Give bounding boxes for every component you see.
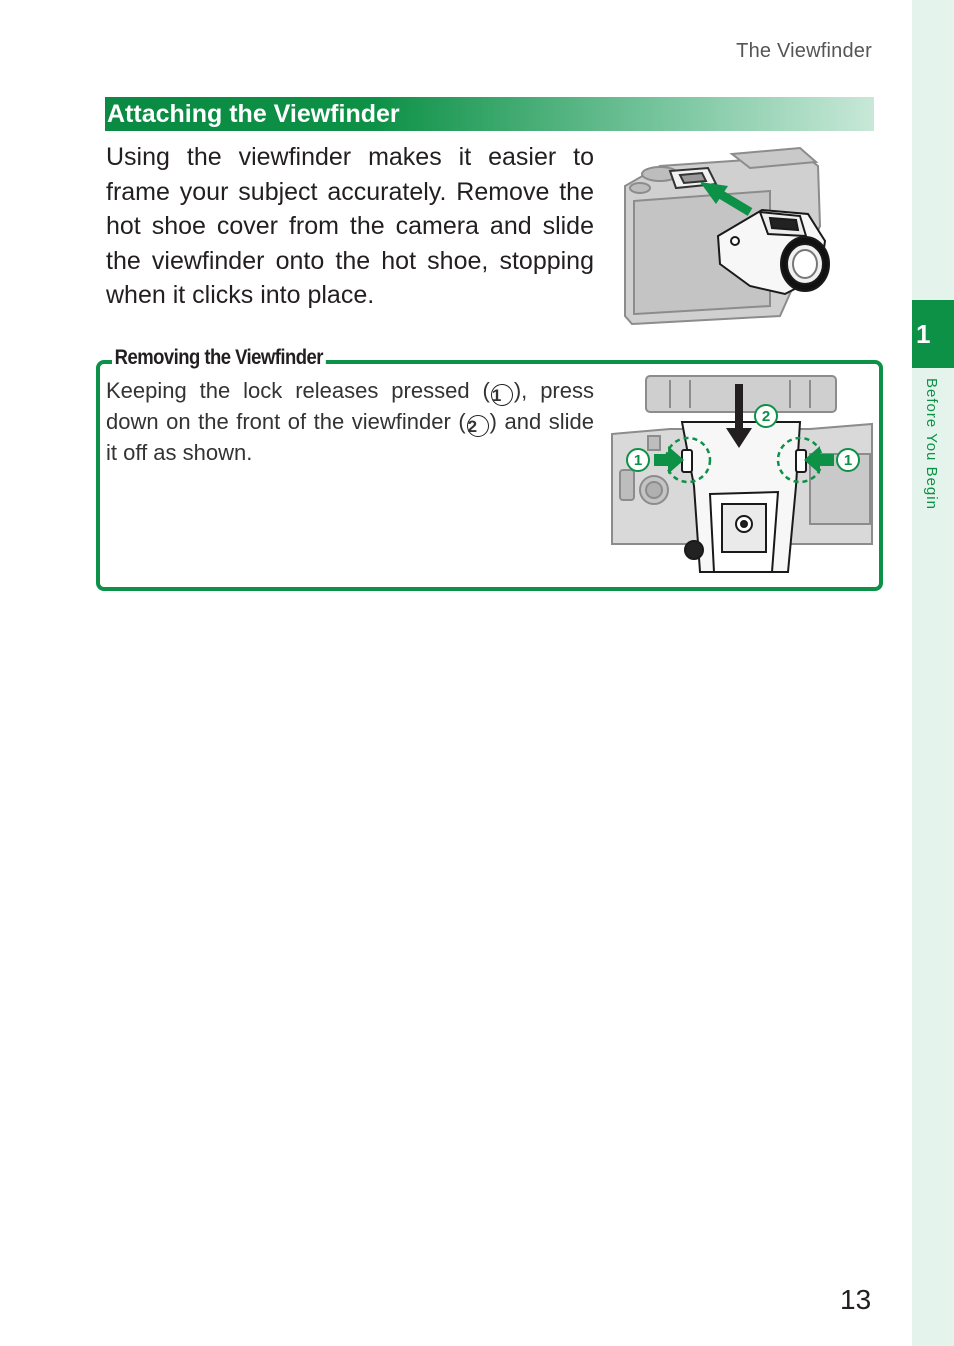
note-title: Removing the Viewfinder	[112, 346, 326, 370]
release-label-right: 1	[843, 452, 853, 469]
remove-viewfinder-illustration	[610, 374, 874, 574]
page-number: 13	[840, 1284, 872, 1315]
note-text	[106, 375, 594, 468]
note-text-part1: Keeping the lock releases pressed (	[106, 378, 490, 403]
side-strip	[912, 0, 954, 1346]
note-text-part2: ), press down on the front of the viewfinder (	[106, 378, 594, 434]
note-text-part3: ) and slide it off as shown.	[106, 409, 594, 465]
section-heading: Attaching the Viewfinder	[105, 97, 874, 131]
chapter-number: 1	[916, 318, 931, 349]
running-head: The Viewfinder	[736, 40, 872, 62]
press-label: 2	[761, 408, 771, 425]
attach-viewfinder-illustration	[620, 146, 830, 326]
step-2-marker: 2	[467, 415, 489, 437]
chapter-tab[interactable]	[912, 300, 954, 368]
step-1-marker: 1	[491, 384, 513, 406]
section-body: Using the viewfinder makes it easier to frame your subject accurately. Remove the hot shoe cover from the camera and slide the viewfinder onto the hot shoe, stopping when it clicks into place.	[106, 143, 594, 309]
release-label-left: 1	[633, 452, 643, 469]
chapter-label: Before You Begin	[923, 378, 940, 510]
